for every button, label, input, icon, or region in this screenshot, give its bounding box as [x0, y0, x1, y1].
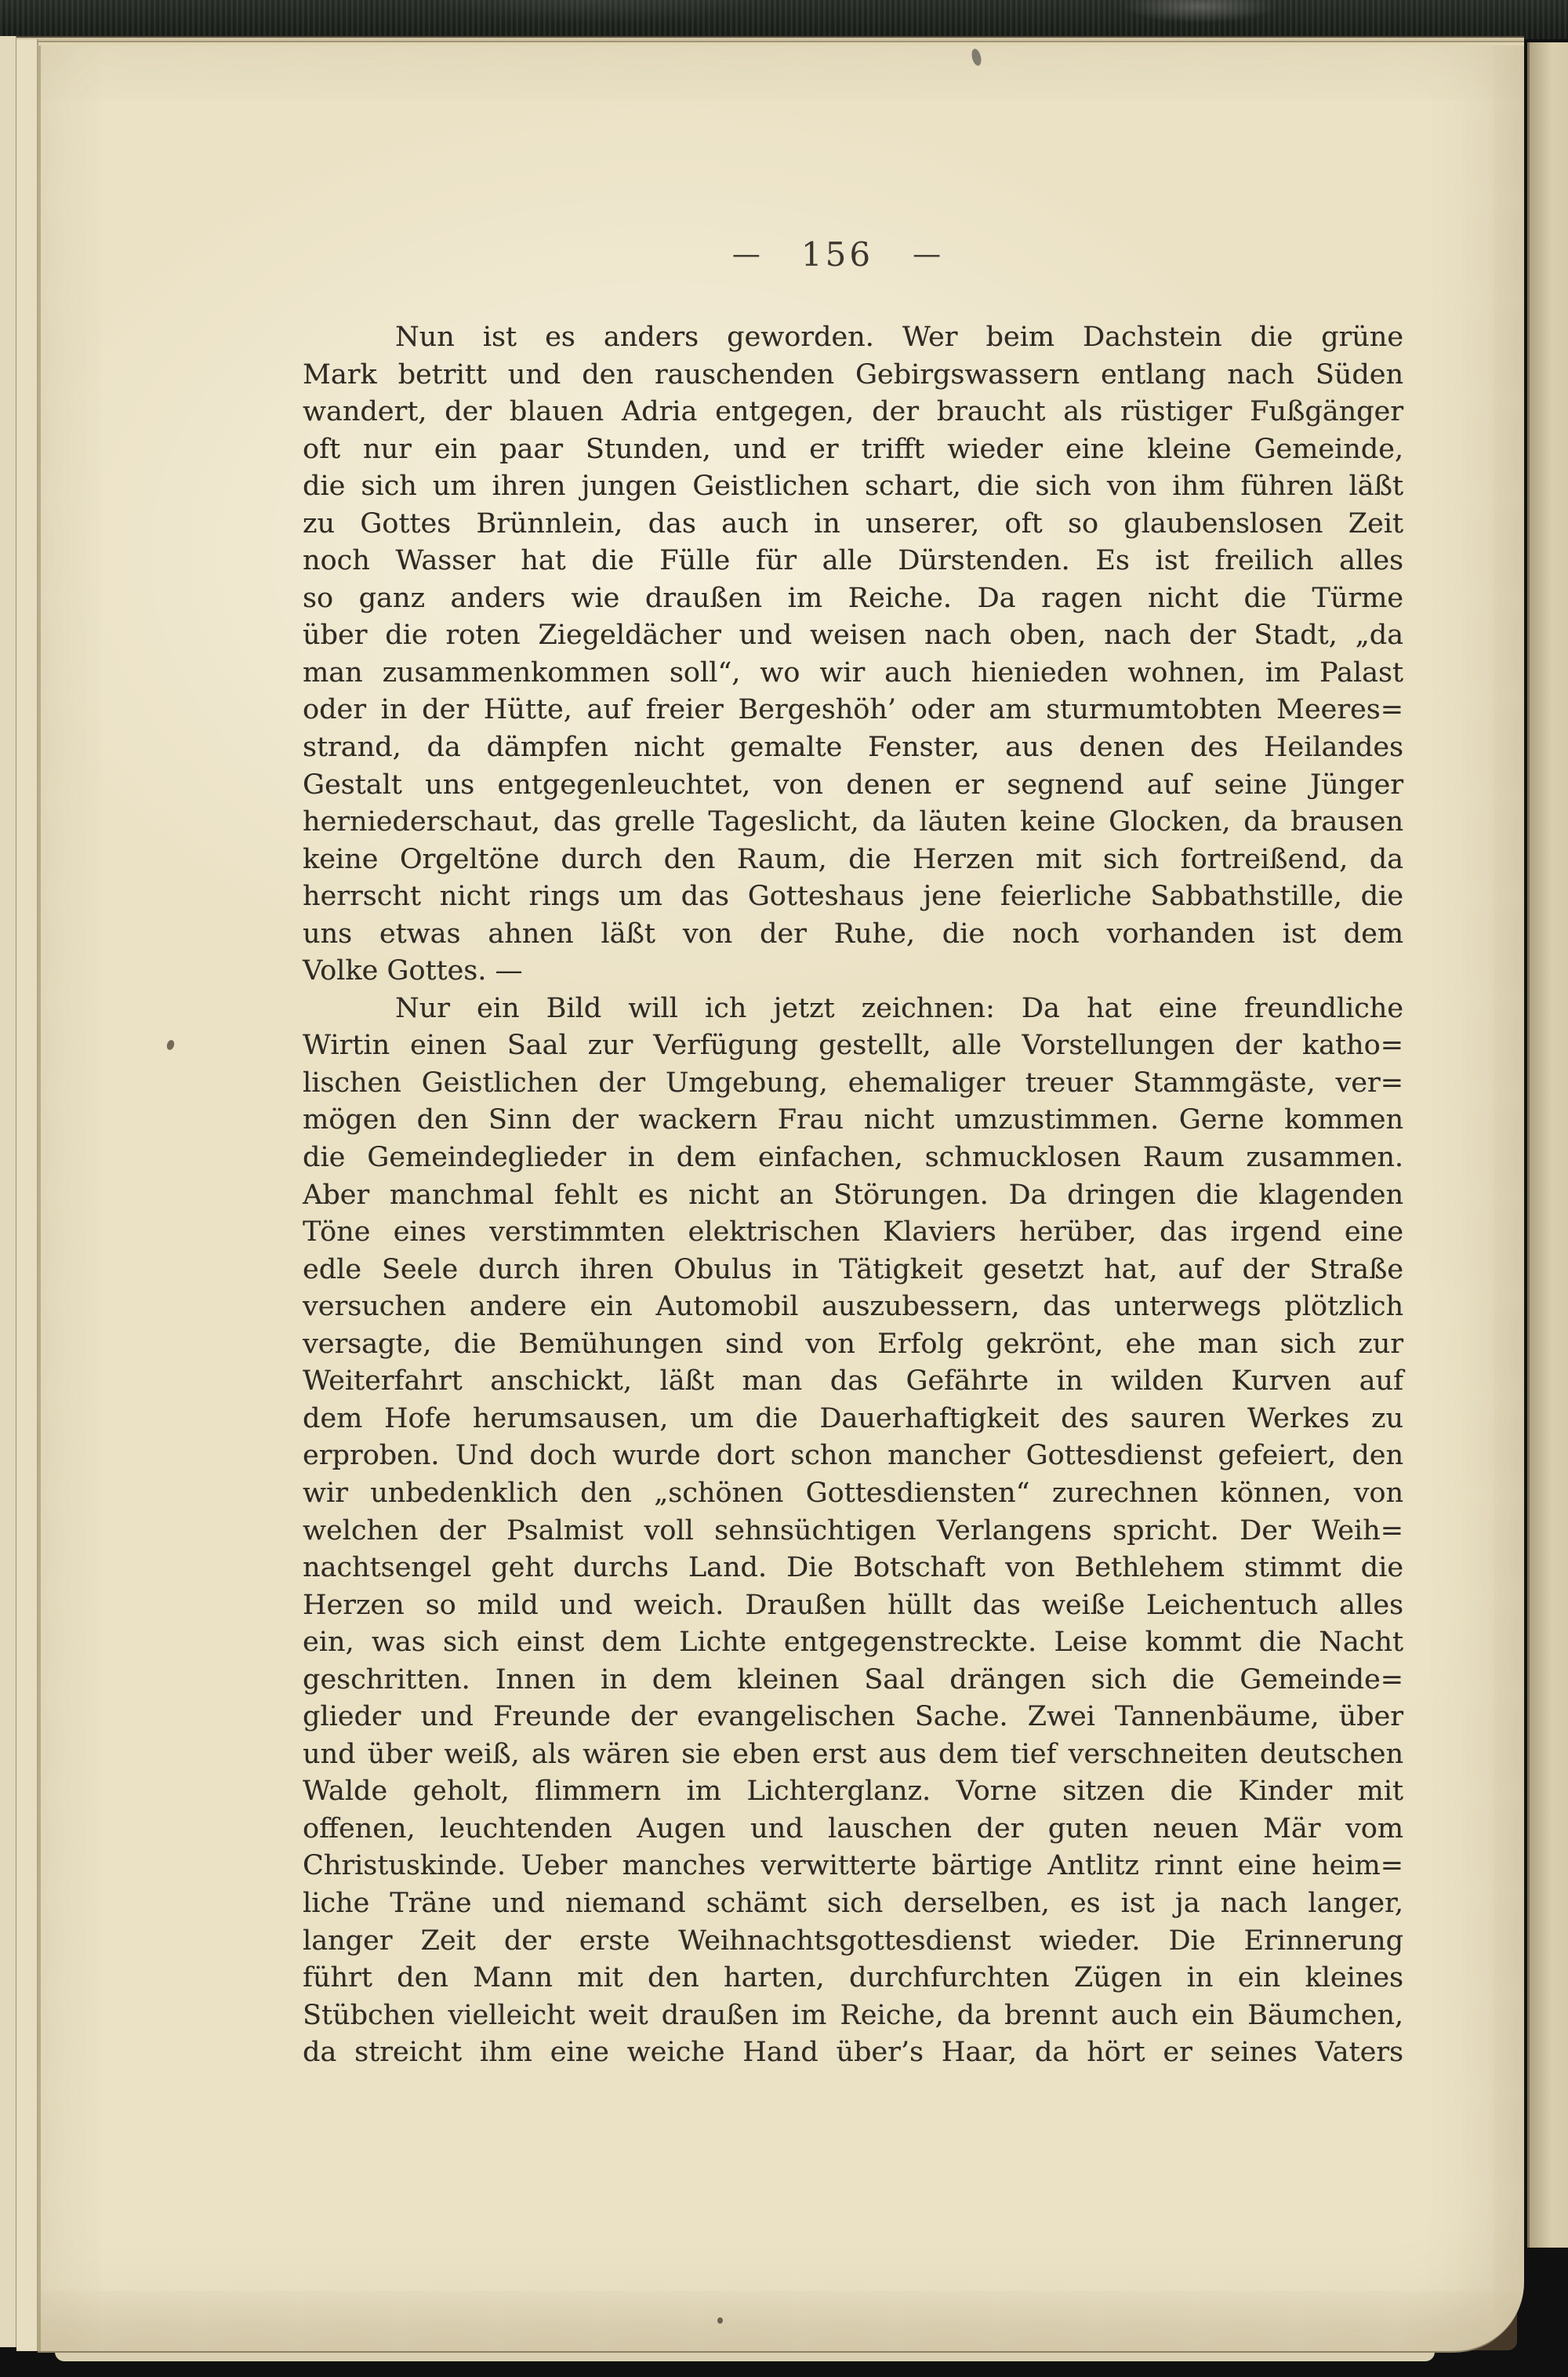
text-line: uns etwas ahnen läßt von der Ruhe, die noch vorhanden ist dem — [303, 918, 1403, 950]
text-line: wandert, der blauen Adria entgegen, der braucht als rüstiger Fußgänger — [303, 396, 1403, 428]
text-line: oft nur ein paar Stunden, und er trifft wieder eine kleine Gemeinde, — [303, 433, 1403, 465]
book-binding-cloth — [0, 0, 1568, 39]
text-line: versuchen andere ein Automobil auszubessern, das unterwegs plötzlich — [303, 1291, 1403, 1323]
text-line: offenen, leuchtenden Augen und lauschen der guten neuen Mär vom — [303, 1812, 1403, 1845]
text-line: wir unbedenklich den „schönen Gottesdiensten“ zurechnen können, von — [303, 1477, 1403, 1509]
text-line: keine Orgeltöne durch den Raum, die Herzen mit sich fortreißend, da — [303, 843, 1403, 875]
text-line: herniederschaut, das grelle Tageslicht, da läuten keine Glocken, da brausen — [303, 806, 1403, 838]
text-line: die sich um ihren jungen Geistlichen schart, die sich von ihm führen läßt — [303, 471, 1403, 503]
text-line: liche Träne und niemand schämt sich derselben, es ist ja nach langer, — [303, 1887, 1403, 1919]
text-line: führt den Mann mit den harten, durchfurchten Zügen in ein kleines — [303, 1962, 1403, 1994]
text-line: edle Seele durch ihren Obulus in Tätigkeit gesetzt hat, auf der Straße — [303, 1253, 1403, 1285]
text-line: zu Gottes Brünnlein, das auch in unserer, oft so glaubenslosen Zeit — [303, 507, 1403, 540]
text-line: dem Hofe herumsausen, um die Dauerhaftigkeit des sauren Werkes zu — [303, 1402, 1403, 1434]
text-line: ein, was sich einst dem Lichte entgegenstreckte. Leise kommt die Nacht — [303, 1626, 1403, 1659]
text-line: Mark betritt und den rauschenden Gebirgswassern entlang nach Süden — [303, 358, 1403, 391]
folio-left-dash: — — [731, 238, 762, 271]
text-line: Walde geholt, flimmern im Lichterglanz. Vorne sitzen die Kinder mit — [303, 1775, 1403, 1808]
text-line: Volke Gottes. — — [303, 955, 523, 987]
text-line: über die roten Ziegeldächer und weisen nach oben, nach der Stadt, „da — [303, 620, 1403, 652]
left-page-edge-outer — [0, 36, 16, 2347]
text-line: Nun ist es anders geworden. Wer beim Dachstein die grüne — [395, 322, 1403, 353]
text-line: versagte, die Bemühungen sind von Erfolg gekrönt, ehe man sich zur — [303, 1328, 1403, 1360]
left-page-edge-inner — [16, 39, 38, 2351]
text-line: lischen Geistlichen der Umgebung, ehemaliger treuer Stammgäste, ver= — [303, 1067, 1403, 1099]
text-line: die Gemeindeglieder in dem einfachen, schmucklosen Raum zusammen. — [303, 1142, 1403, 1174]
text-line: Christuskinde. Ueber manches verwitterte bärtige Antlitz rinnt eine heim= — [303, 1850, 1403, 1882]
text-line: strand, da dämpfen nicht gemalte Fenster, aus denen des Heilandes — [303, 732, 1403, 764]
text-line: Herzen so mild und weich. Draußen hüllt das weiße Leichentuch alles — [303, 1589, 1403, 1621]
text-line: Töne eines verstimmten elektrischen Klaviers herüber, das irgend eine — [303, 1216, 1403, 1248]
text-line: langer Zeit der erste Weihnachtsgottesdienst wieder. Die Erinnerung — [303, 1924, 1403, 1957]
folio-right-dash: — — [913, 238, 943, 271]
text-line: welchen der Psalmist voll sehnsüchtigen Verlangens spricht. Der Weih= — [303, 1514, 1403, 1547]
page-header-folio — [287, 235, 1388, 274]
ink-speck — [717, 2317, 723, 2324]
text-line: erproben. Und doch wurde dort schon mancher Gottesdienst gefeiert, den — [303, 1440, 1403, 1472]
text-line: Gestalt uns entgegenleuchtet, von denen er segnend auf seine Jünger — [303, 769, 1403, 801]
page-number: 156 — [800, 235, 874, 274]
text-line: da streicht ihm eine weiche Hand über’s Haar, da hört er seines Vaters — [303, 2037, 1403, 2069]
text-line: Nur ein Bild will ich jetzt zeichnen: Da hat eine freundliche — [395, 992, 1403, 1024]
text-line: Aber manchmal fehlt es nicht an Störungen. Da dringen die klagenden — [303, 1179, 1403, 1211]
text-line: man zusammenkommen soll“, wo wir auch hienieden wohnen, im Palast — [303, 656, 1403, 689]
text-line: Weiterfahrt anschickt, läßt man das Gefährte in wilden Kurven auf — [303, 1365, 1403, 1397]
text-line: Wirtin einen Saal zur Verfügung gestellt, alle Vorstellungen der katho= — [303, 1030, 1403, 1062]
text-line: glieder und Freunde der evangelischen Sache. Zwei Tannenbäume, über — [303, 1701, 1403, 1733]
text-line: herrscht nicht rings um das Gotteshaus jene feierliche Sabbathstille, die — [303, 881, 1403, 913]
text-line: oder in der Hütte, auf freier Bergeshöh’ oder am sturmumtobten Meeres= — [303, 694, 1403, 726]
text-line: Stübchen vielleicht weit draußen im Reiche, da brennt auch ein Bäumchen, — [303, 1999, 1403, 2031]
text-line: noch Wasser hat die Fülle für alle Dürstenden. Es ist freilich alles — [303, 545, 1403, 577]
next-page-edge — [1527, 42, 1568, 2248]
text-line: und über weiß, als wären sie eben erst aus dem tief verschneiten deutschen — [303, 1738, 1403, 1770]
text-line: mögen den Sinn der wackern Frau nicht umzustimmen. Gerne kommen — [303, 1104, 1403, 1136]
text-line: so ganz anders wie draußen im Reiche. Da ragen nicht die Türme — [303, 582, 1403, 614]
under-page-sliver — [55, 2352, 1435, 2361]
body-text — [303, 319, 1403, 2072]
text-line: geschritten. Innen in dem kleinen Saal drängen sich die Gemeinde= — [303, 1663, 1403, 1696]
text-line: nachtsengel geht durchs Land. Die Botschaft von Bethlehem stimmt die — [303, 1552, 1403, 1584]
